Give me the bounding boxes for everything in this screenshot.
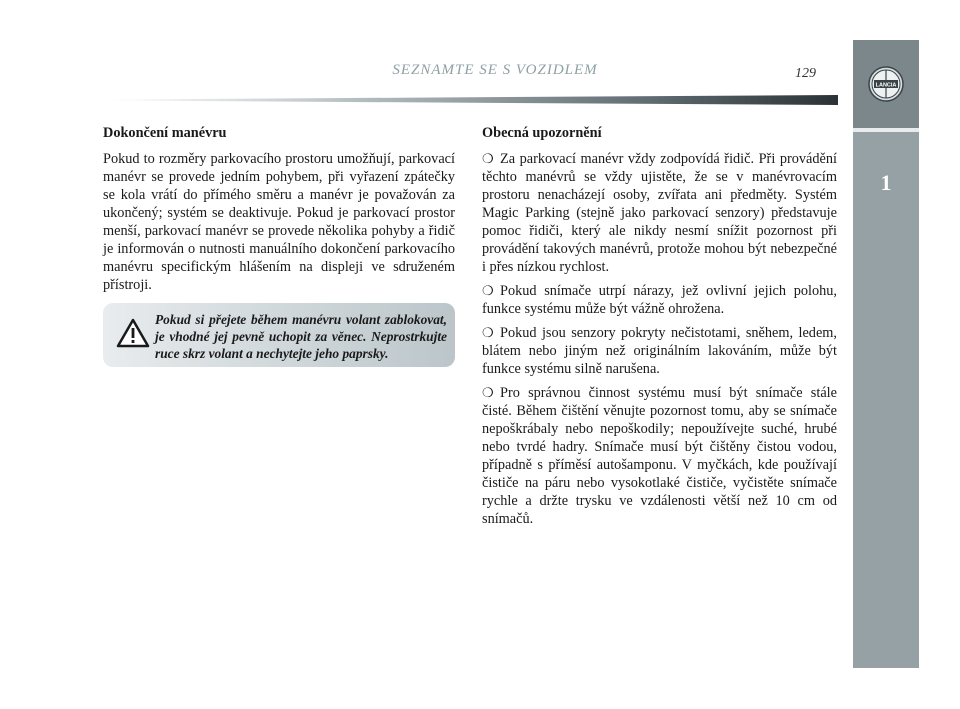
- bullet-text: Pro správnou činnost systému musí být snímače stále čisté. Během čištění věnujte pozornost tomu, aby se snímače nepoškrábaly nebo nepoškodily; nepoužívejte suché, hrubé nebo tvrdé hadry. Snímače musí být čištěny čistou vodou, případně s příměsí autošamponu. V myčkách, kde používají čističe na páru nebo vysokotlaké čističe, vyčistěte snímače rychle a držte trysku ve vzdálenosti větší než 10 cm od snímačů.: [482, 385, 837, 527]
- bullet-text: Pokud snímače utrpí nárazy, jež ovlivní jejich polohu, funkce systému může být vážně ohrožena.: [482, 283, 837, 317]
- chapter-number: 1: [880, 170, 892, 195]
- bullet-circle-icon: ❍: [482, 325, 494, 340]
- running-header-title: SEZNAMTE SE S VOZIDLEM: [392, 62, 598, 78]
- logo-text: LANCIA: [875, 82, 897, 89]
- body-paragraph: Pokud to rozměry parkovacího prostoru umožňují, parkovací manévr se provede jedním pohybem, při vyřazení zpátečky se kola vrátí do přímého směru a manévr je považován za ukončený; systém se deaktivuje. Pokud je parkovací prostor menší, parkovací manévr se provede několika pohyby a řidič je informován o nutnosti manuálního dokončení parkovacího manévru specifickým hlášením na displeji ve sdruženém přístroji.: [103, 151, 455, 293]
- bullet-circle-icon: ❍: [482, 385, 494, 400]
- bullet-circle-icon: ❍: [482, 283, 494, 298]
- bullet-item: [482, 384, 837, 528]
- section-heading-maneuver-completion: Dokončení manévru: [103, 125, 227, 141]
- bullet-item: [482, 150, 837, 276]
- warning-triangle-icon: [116, 318, 150, 348]
- left-column: [103, 124, 455, 300]
- header-divider: [108, 95, 838, 105]
- warning-callout: [103, 303, 455, 367]
- chapter-sidebar: [853, 40, 919, 668]
- bullet-text: Pokud jsou senzory pokryty nečistotami, sněhem, ledem, blátem nebo jiným než originálním lakováním, může být funkce systému silně narušena.: [482, 325, 837, 377]
- bullet-item: [482, 282, 837, 318]
- section-heading-general-warnings: Obecná upozornění: [482, 125, 602, 141]
- warning-text: Pokud si přejete během manévru volant zablokovat, je vhodné jej pevně uchopit za věnec. Neprostrkujte ruce skrz volant a nechytejte jeho paprsky.: [155, 312, 447, 361]
- bullet-circle-icon: ❍: [482, 151, 494, 166]
- sidebar-separator: [853, 128, 919, 132]
- page-number: 129: [795, 66, 816, 81]
- right-column: [482, 124, 837, 534]
- bullet-item: [482, 324, 837, 378]
- lancia-logo-icon: [868, 65, 904, 103]
- logo-panel: [853, 40, 919, 130]
- bullet-text: Za parkovací manévr vždy zodpovídá řidič. Při provádění těchto manévrů se vždy ujistěte, že se v manévrovacím prostoru nenacházejí osoby, zvířata ani předměty. Systém Magic Parking (stejně jako parkovací senzory) představuje pomoc řidiči, který ale nikdy nesmí snížit pozornost při provádění takových manévrů, protože mohou být nebezpečné i přes nízkou rychlost.: [482, 151, 837, 275]
